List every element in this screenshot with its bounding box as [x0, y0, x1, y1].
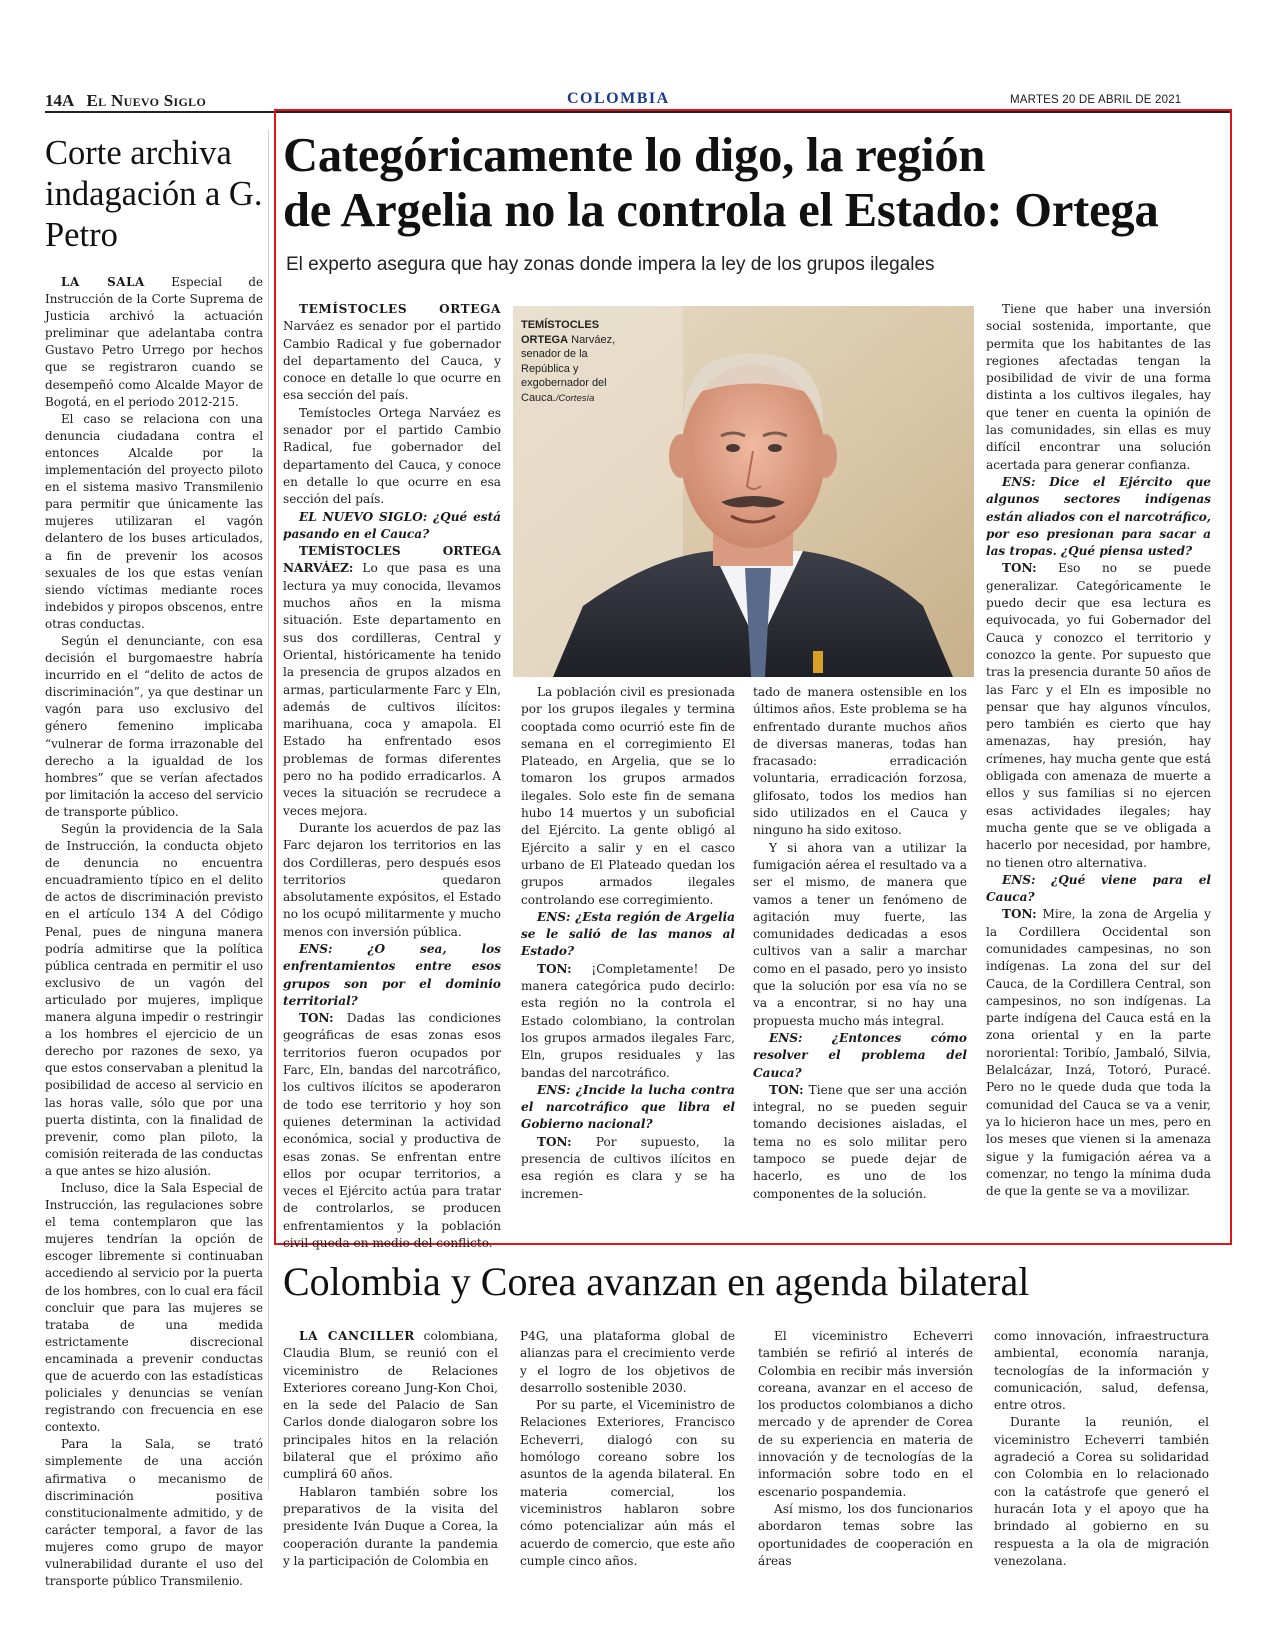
paragraph-text: Y si ahora van a utilizar la fumigación aérea el resultado va a ser el mismo, de manera que vamos a tener un fenómeno de agitación muy fuerte, las comunidades dedicadas a esos cultivos van a salir a marchar como en el pasado, pero yo insisto que la solución por esa vía no se va a encontrar, si no hay una propuesta mucho más integral.: [753, 840, 967, 1028]
paragraph: [283, 1484, 498, 1570]
interview-question: [283, 941, 501, 1010]
interview-answer: [521, 1134, 735, 1203]
interview-answer: [283, 1010, 501, 1252]
paragraph-text: Temístocles Ortega Narváez es senador por el partido Cambio Radical, fue gobernador del departamento del Cauca, y conoce en detalle lo que ocurre en esa sección del país.: [283, 405, 501, 507]
paragraph-text: P4G, una plataforma global de alianzas para el crecimiento verde y el logro de los objetivos de desarrollo sostenible 2030.: [520, 1329, 735, 1395]
korea-story-column-4: [994, 1328, 1209, 1570]
answer-text: Eso no se puede generalizar. Categóricamente le puedo decir que esa lectura es equivocada, yo fui Gobernador del Cauca y conozco el territorio y conozco la gente. Por supuesto que tras la presencia durante 50 años de las Farc y el Eln es imposible no pensar que hay algunos vínculos, pero también es cierto que hay amenazas, hay presión, hay crímenes, hay mucha gente que está obligada con amenaza de muerte a ellos y sus familias si no ejercen esas actividades ilegales; hay mucha gente que se ve obligada a hacerlo por necesidad, por hambre, no tienen otro alternativa.: [986, 561, 1211, 870]
paragraph-text: La población civil es presionada por los grupos ilegales y termina cooptada como ocurrió este fin de semana en el corregimiento El Plateado, en Argelia, que se lo tomaron los grupos armados ilegales. Solo este fin de semana hubo 14 muertos y un suboficial del Ejército. La gente obligó al Ejército a salir y en el casco urbano de El Plateado quedan los grupos armados ilegales controlando ese corregimiento.: [521, 685, 735, 907]
main-headline: [283, 128, 1223, 238]
lead-in: TEMÍSTOCLES ORTEGA: [299, 302, 501, 316]
korea-story-column-1: [283, 1328, 498, 1570]
paragraph: [45, 633, 263, 821]
paragraph: [986, 301, 1211, 474]
speaker: ENS:: [299, 941, 333, 956]
speaker: TON:: [1002, 907, 1037, 922]
interview-question: [283, 509, 501, 544]
main-story-column-4: [986, 301, 1211, 1200]
question-text: ¿Qué está pasando en el Cauca?: [283, 509, 501, 541]
paragraph-text: tado de manera ostensible en los últimos años. Este problema se ha enfrentado durante muchos años de diversas maneras, todas han fracasado: erradicación voluntaria, erradicación forzosa, glifosato, todos los medios han sido utilizados en el Cauca y ninguno ha sido exitoso.: [753, 685, 967, 838]
speaker: TEMÍSTOCLES ORTEGA NARVÁEZ:: [283, 544, 501, 576]
question-text: ¿O sea, los enfrentamientos entre esos grupos son por el dominio territorial?: [283, 941, 501, 1008]
caption-text: Narváez, senador de la República y exgobernador del Cauca.: [521, 333, 616, 404]
interview-answer: [753, 1082, 967, 1203]
paragraph-text: Narváez es senador por el partido Cambio Radical y fue gobernador del departamento del Cauca, y conoce en detalle lo que ocurre en esa sección del país.: [283, 319, 501, 403]
paragraph: [994, 1328, 1209, 1414]
page-number: 14A: [45, 91, 75, 110]
speaker: ENS:: [537, 1082, 571, 1097]
paragraph-text: Especial de Instrucción de la Corte Suprema de Justicia archivó la actuación preliminar que adelantaba contra Gustavo Petro Urrego por hechos que se registraron cuando se desempeñó como Alcalde Mayor de Bogotá, en el periodo 2012-215.: [45, 275, 263, 409]
interview-question: [753, 1030, 967, 1082]
main-subhead: El experto asegura que hay zonas donde impera la ley de los grupos ilegales: [286, 254, 935, 275]
paragraph: [520, 1397, 735, 1570]
publication-logo: El Nuevo Siglo: [86, 91, 207, 110]
question-text: Dice el Ejército que algunos sectores indígenas están aliados con el narcotráfico, por eso presionan para sacar a las tropas. ¿Qué piensa usted?: [986, 474, 1211, 559]
paragraph-text: Tiene que haber una inversión social sostenida, importante, que permita que los habitantes de las regiones afectadas tengan la posibilidad de vivir de una forma distinta a los cultivos ilegales, hay que tener en cuenta la opinión de las comunidades, sin ellas es muy difícil encontrar una solución acertada para generar confianza.: [986, 302, 1211, 472]
korea-story-column-3: [758, 1328, 973, 1570]
paragraph-text: Incluso, dice la Sala Especial de Instrucción, las regulaciones sobre el tema contemplaron que las mujeres tendrían la opción de escoger libremente si continuaban accediendo al servicio por la puerta de los hombres, con lo cual era fácil concluir que para las mujeres se trataba de una medida estrictamente discrecional encaminada a prevenir conductas que de acuerdo con las estadísticas policiales y denuncias se venían registrando con frecuencia en ese contexto.: [45, 1180, 263, 1435]
main-story-column-1: [283, 301, 501, 1252]
paragraph: [520, 1328, 735, 1397]
main-headline-line-2: de Argelia no la controla el Estado: Ortega: [283, 184, 1159, 237]
paragraph-text: Para la Sala, se trató simplemente de una acción afirmativa o mecanismo de discriminación positiva constitucionalmente admitido, y de carácter temporal, a favor de las mujeres como grupo de mayor vulnerabilidad durante el uso del transporte público Transmilenio.: [45, 1437, 263, 1589]
paragraph: [994, 1414, 1209, 1570]
caption-credit: /Cortesía: [555, 392, 595, 404]
main-headline-line-1: Categóricamente lo digo, la región: [283, 129, 986, 182]
question-text: ¿Esta región de Argelia se le salió de las manos al Estado?: [521, 909, 735, 959]
interview-answer: [986, 560, 1211, 871]
side-story-headline: Corte archiva indagación a G. Petro: [45, 134, 263, 254]
photo-caption: [521, 318, 631, 406]
korea-story-headline: Colombia y Corea avanzan en agenda bilateral: [283, 1259, 1030, 1304]
issue-date: MARTES 20 DE ABRIL DE 2021: [1010, 94, 1182, 106]
section-label: COLOMBIA: [567, 90, 670, 107]
side-story-body: [45, 274, 263, 1590]
paragraph: [753, 840, 967, 1030]
paragraph-text: Según el denunciante, con esa decisión el burgomaestre habría incurrido en el “delito de actos de discriminación”, ya que destinar un vagón para uso exclusivo del género femenino implicaba “vulnerar de forma irrazonable del derecho a la igualdad de los hombres” que se verían afectados por limitación la acceso del servicio de transporte público.: [45, 633, 263, 819]
interview-question: [521, 1082, 735, 1134]
interview-question: [986, 872, 1211, 907]
interview-question: [521, 909, 735, 961]
speaker: TON:: [1002, 561, 1037, 576]
interview-answer: [986, 906, 1211, 1200]
question-text: ¿Entonces cómo resolver el problema del Cauca?: [753, 1030, 967, 1080]
paragraph-text: Según la providencia de la Sala de Instrucción, la conducta objeto de denuncia no encuentra encuadramiento típico en el delito de actos de discriminación previsto en el artículo 134 A del Código Penal, pues de ninguna manera podría admitirse que la política pública centrada en permitir el uso exclusivo de un vagón del articulado por mujeres, implique manera alguna impedir o restringir a los hombres el ejercicio de un derecho por razones de sexo, ya que estos conservaban a plenitud la posibilidad de acceso al servicio en las horas valle, sólo que por una puerta distinta, con la finalidad de prevenir, como plan piloto, la comisión reiterada de las conductas a que antes se hizo alusión.: [45, 822, 263, 1178]
answer-text: Tiene que ser una acción integral, no se pueden seguir tomando decisiones aisladas, el tema no es solo militar pero tampoco se puede dejar de hacerlo, es uno de los componentes de la solución.: [753, 1082, 967, 1201]
paragraph: [45, 411, 263, 633]
korea-story-column-2: [520, 1328, 735, 1570]
speaker: TON:: [537, 961, 572, 976]
paragraph-text: Hablaron también sobre los preparativos de la visita del presidente Iván Duque a Corea, la cooperación durante la pandemia y la participación de Colombia en: [283, 1484, 498, 1568]
answer-text: Dadas las condiciones geográficas de esas zonas esos territorios fueron ocupados por Farc, Eln, bandas del narcotráfico, los cultivos ilícitos se apoderaron de todo ese territorio y hoy son quienes determinan la actividad económica, social y productiva de esas zonas. Se enfrentan entre ellos por ocupar territorios, a veces el Ejército actúa para tratar de controlarlos, se producen enfrentamientos y la población civil queda en medio del conflicto.: [283, 1011, 501, 1251]
column-divider: [268, 130, 269, 1490]
paragraph-text: El caso se relaciona con una denuncia ciudadana contra el entonces Alcalde por la implementación del proyecto piloto en el sistema masivo Transmilenio para permitir que únicamente las mujeres utilizaran el vagón delantero de los buses articulados, a fin de prevenir los acosos sexuales de los que estas venían siendo víctimas mediante roces indebidos y piropos obscenos, entre otras conductas.: [45, 411, 263, 631]
paragraph-text: Así mismo, los dos funcionarios abordaron temas sobre las oportunidades de cooperación en áreas: [758, 1501, 973, 1568]
paragraph: [45, 1436, 263, 1590]
paragraph: [521, 684, 735, 909]
paragraph: [45, 274, 263, 411]
page-header-left: [45, 91, 206, 111]
speaker: EL NUEVO SIGLO:: [299, 509, 428, 524]
interview-answer: [283, 543, 501, 820]
paragraph-text: El viceministro Echeverri también se refirió al interés de Colombia en recibir más inversión coreana, avanzar en el acceso de los productos colombianos a dicho mercado y de aprender de Corea de su experiencia en materia de innovación y de tecnologías de la información sobre todo en el escenario pospandemia.: [758, 1329, 973, 1499]
interview-answer: [521, 961, 735, 1082]
answer-text: Lo que pasa es una lectura ya muy conocida, llevamos muchos años en la misma situación. Este departamento en sus dos cordilleras, Central y Oriental, históricamente ha tenido la presencia de grupos alzados en armas, particularmente Farc y Eln, además de cultivos ilícitos: marihuana, coca y amapola. El Estado ha enfrentado esos problemas de formas diferentes pero no ha podido erradicarlos. A veces la situación se recrudece a veces mejora.: [283, 561, 501, 818]
lead-in: LA CANCILLER: [299, 1329, 415, 1343]
speaker: ENS:: [1002, 872, 1036, 887]
paragraph-text: como innovación, infraestructura ambiental, economía naranja, tecnologías de la información y comunicación, salud, defensa, entre otros.: [994, 1329, 1209, 1413]
speaker: ENS:: [769, 1030, 803, 1045]
question-text: ¿Qué viene para el Cauca?: [986, 872, 1211, 905]
speaker: ENS:: [1002, 474, 1036, 489]
lead-in: LA SALA: [61, 275, 145, 289]
speaker: ENS:: [537, 909, 571, 924]
paragraph: [758, 1328, 973, 1501]
paragraph: [753, 684, 967, 840]
speaker: TON:: [537, 1134, 572, 1149]
speaker: TON:: [769, 1082, 804, 1097]
paragraph: [283, 1328, 498, 1484]
main-story-column-3: [753, 684, 967, 1203]
paragraph: [283, 820, 501, 941]
question-text: ¿Incide la lucha contra el narcotráfico que libra el Gobierno nacional?: [521, 1082, 735, 1132]
paragraph-text: Durante los acuerdos de paz las Farc dejaron los territorios en las dos Cordilleras, pero después esos territorios quedaron absolutamente expósitos, el Estado no los ocupó militarmente y mucho menos con inversión pública.: [283, 820, 501, 939]
paragraph-text: Durante la reunión, el viceministro Echeverri también agradeció a Corea su solidaridad con Colombia en lo relacionado con la catástrofe que generó el huracán Iota y el apoyo que ha brindado al gobierno en su respuesta a la ola de migración venezolana.: [994, 1415, 1209, 1568]
interview-question: [986, 474, 1211, 560]
paragraph: [283, 405, 501, 509]
paragraph-text: Por su parte, el Viceministro de Relaciones Exteriores, Francisco Echeverri, dialogó con su homólogo coreano sobre los asuntos de la agenda bilateral. En materia comercial, los viceministros hablaron sobre cómo potencializar aún más el acuerdo de comercio, que este año cumple cinco años.: [520, 1398, 735, 1568]
paragraph: [45, 821, 263, 1180]
paragraph: [283, 301, 501, 405]
speaker: TON:: [299, 1011, 334, 1026]
answer-text: ¡Completamente! De manera categórica pudo decirlo: esta región no la controla el Estado colombiano, la controlan los grupos armados ilegales Farc, Eln, grupos residuales y las bandas del narcotráfico.: [521, 961, 735, 1080]
paragraph-text: colombiana, Claudia Blum, se reunió con el viceministro de Relaciones Exteriores coreano Jung-Kon Choi, en la sede del Palacio de San Carlos donde dialogaron sobre los principales hitos en la relación bilateral que el próximo año cumplirá 60 años.: [283, 1329, 498, 1482]
caption-name: TEMÍSTOCLES ORTEGA: [521, 319, 600, 346]
answer-text: Mire, la zona de Argelia y la Cordillera Occidental son comunidades campesinas, no son indígenas. La zona del sur del Cauca, de la Cordillera Central, son campesinos, no son indígenas. La parte indígena del Cauca está en la zona oriental y en la parte nororiental: Toribío, Jambaló, Silvia, Belalcázar, Inzá, Totoró, Puracé. Pero no le quede duda que toda la comunidad del Cauca se va a venir, ya lo hicieron hace un mes, pero en los meses que vienen si la amenaza sigue y la fumigación aérea va a comenzar, no tengo la mínima duda de que la gente se va a movilizar.: [986, 907, 1211, 1199]
paragraph: [45, 1180, 263, 1436]
answer-text: Por supuesto, la presencia de cultivos ilícitos en esa región es clara y se ha incremen-: [521, 1134, 735, 1201]
paragraph: [758, 1501, 973, 1570]
main-story-column-2: [521, 684, 735, 1203]
